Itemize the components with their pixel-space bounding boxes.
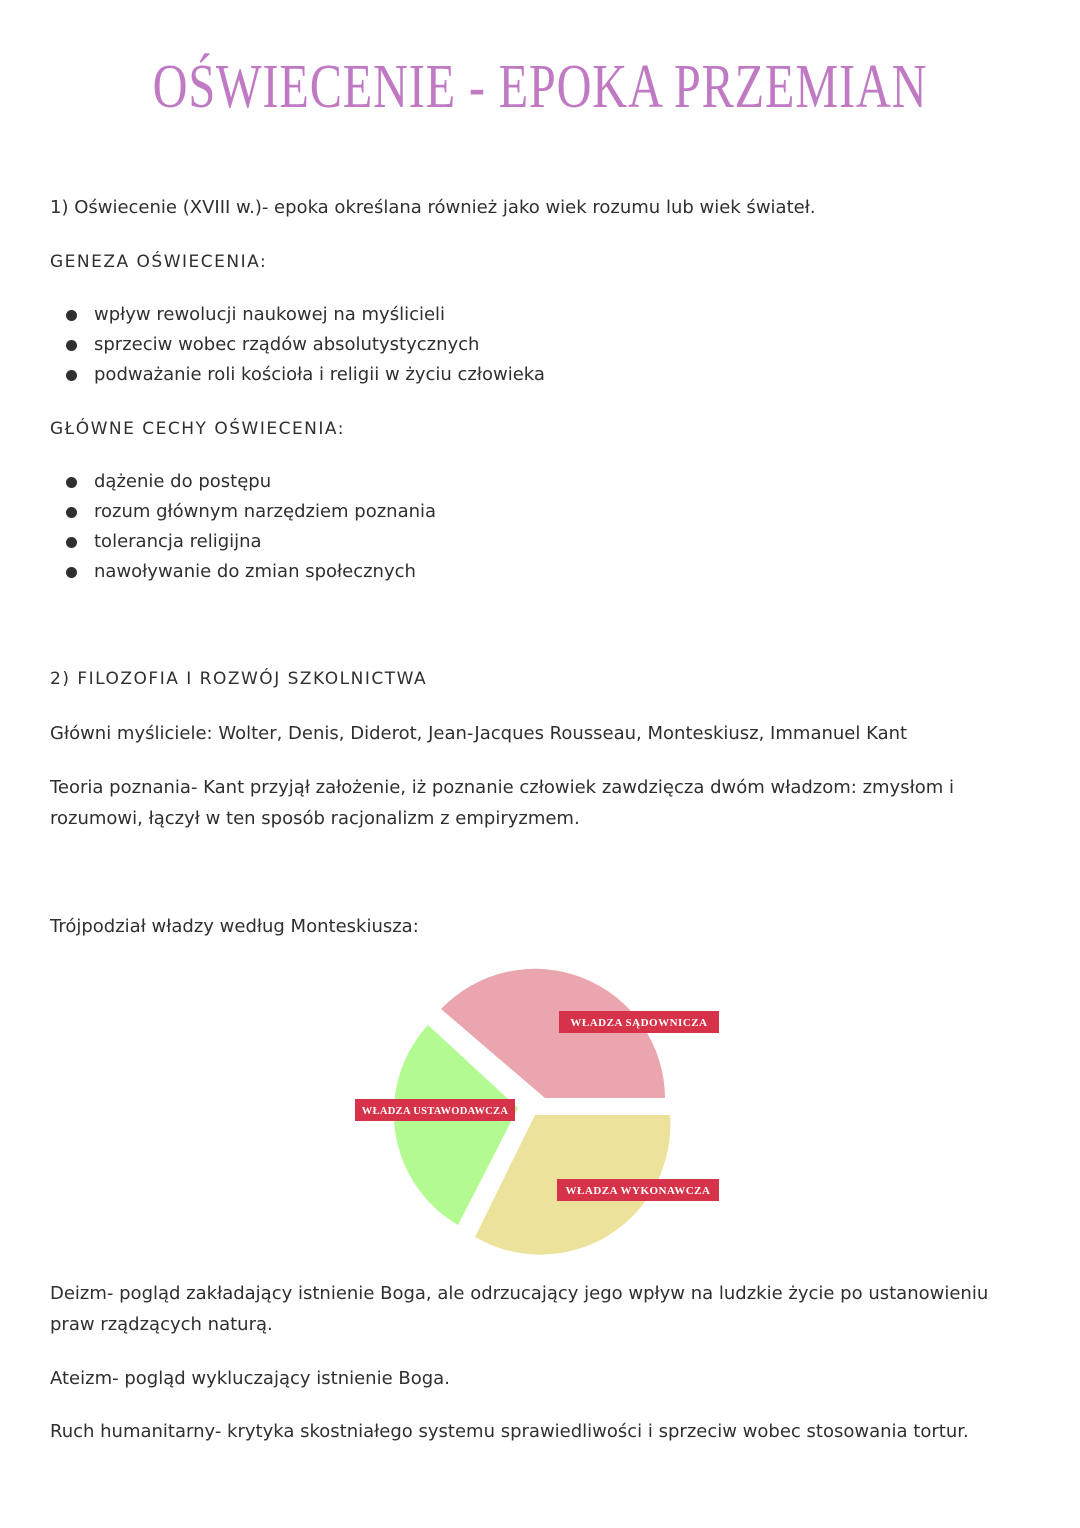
- deizm-text: Deizm- pogląd zakładający istnienie Boga, ale odrzucający jego wpływ na ludzkie życie po ustanowieniu praw rządzących naturą.: [50, 1283, 989, 1335]
- bullet-icon: [66, 310, 77, 321]
- bullet-icon: [66, 537, 77, 548]
- label-sadownicza: WŁADZA SĄDOWNICZA: [570, 1017, 708, 1029]
- bullet-icon: [66, 340, 77, 351]
- geneza-heading: GENEZA OŚWIECENIA:: [50, 252, 268, 272]
- list-item: rozum głównym narzędziem poznania: [60, 497, 436, 527]
- page-title: OŚWIECENIE - EPOKA PRZEMIAN: [152, 53, 928, 121]
- list-item: dążenie do postępu: [60, 467, 436, 497]
- ruch-text: Ruch humanitarny- krytyka skostniałego systemu sprawiedliwości i sprzeciw wobec stosowania tortur.: [50, 1421, 969, 1442]
- geneza-list: [60, 300, 545, 390]
- bullet-icon: [66, 370, 77, 381]
- bullet-icon: [66, 567, 77, 578]
- list-item: podważanie roli kościoła i religii w życiu człowieka: [60, 360, 545, 390]
- list-item: nawoływanie do zmian społecznych: [60, 557, 436, 587]
- intro-text: 1) Oświecenie (XVIII w.)- epoka określana również jako wiek rozumu lub wiek świateł.: [50, 197, 816, 218]
- list-item: wpływ rewolucji naukowej na myślicieli: [60, 300, 545, 330]
- label-wykonawcza: WŁADZA WYKONAWCZA: [565, 1185, 711, 1197]
- cechy-list: [60, 467, 436, 587]
- label-ustawodawcza: WŁADZA USTAWODAWCZA: [361, 1106, 509, 1117]
- powers-diagram: [340, 960, 740, 1260]
- bullet-icon: [66, 477, 77, 488]
- thinkers-text: Główni myśliciele: Wolter, Denis, Diderot, Jean-Jacques Rousseau, Monteskiusz, Immanuel Kant: [50, 723, 908, 744]
- trojpodzial-text: Trójpodział władzy według Monteskiusza:: [50, 916, 419, 937]
- cechy-heading: GŁÓWNE CECHY OŚWIECENIA:: [50, 419, 345, 439]
- list-item: tolerancja religijna: [60, 527, 436, 557]
- list-item: sprzeciw wobec rządów absolutystycznych: [60, 330, 545, 360]
- section2-heading: 2) FILOZOFIA I ROZWÓJ SZKOLNICTWA: [50, 669, 428, 689]
- teoria-text: Teoria poznania- Kant przyjął założenie, iż poznanie człowiek zawdzięcza dwóm władzom: zmysłom i rozumowi, łączył w ten sposób racjonalizm z empiryzmem.: [50, 777, 954, 829]
- ateizm-text: Ateizm- pogląd wykluczający istnienie Boga.: [50, 1368, 450, 1389]
- bullet-icon: [66, 507, 77, 518]
